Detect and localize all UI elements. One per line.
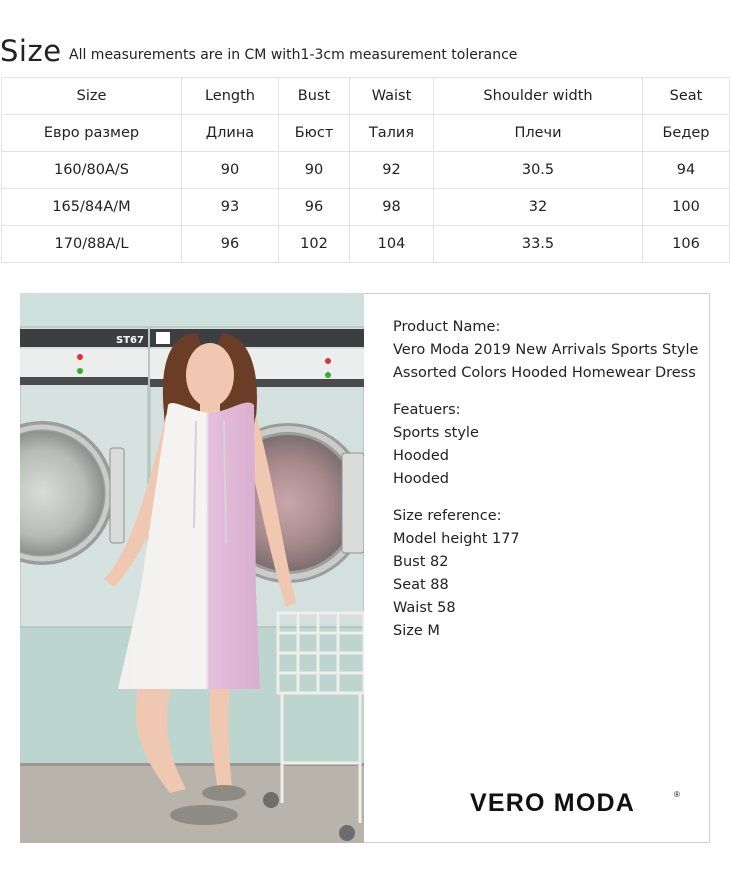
table-header-cell: Bust	[279, 78, 350, 115]
table-row	[2, 189, 730, 226]
size-reference-item: Size M	[393, 623, 440, 639]
table-cell: 106	[643, 226, 730, 263]
table-header-row-ru	[2, 115, 730, 152]
table-cell: 92	[350, 152, 434, 189]
table-header-cell: Талия	[350, 115, 434, 152]
size-reference-heading: Size reference:	[393, 508, 502, 524]
table-header-cell: Length	[182, 78, 279, 115]
brand-name: VERO MODA	[470, 789, 635, 817]
product-info-box	[364, 293, 710, 843]
table-cell: 170/88A/L	[2, 226, 182, 263]
product-photo	[20, 293, 364, 843]
trademark-symbol: ®	[674, 790, 680, 799]
product-name-line: Assorted Colors Hooded Homewear Dress	[393, 365, 696, 381]
machine-label: ST67	[116, 335, 144, 346]
size-reference-item: Waist 58	[393, 600, 456, 616]
measurement-note: All measurements are in CM with1-3cm measurement tolerance	[69, 47, 518, 63]
table-cell: 94	[643, 152, 730, 189]
table-header-cell: Size	[2, 78, 182, 115]
table-cell: 93	[182, 189, 279, 226]
table-header-cell: Евро размер	[2, 115, 182, 152]
feature-item: Hooded	[393, 448, 449, 464]
product-panel	[20, 293, 710, 843]
table-header-cell: Плечи	[434, 115, 643, 152]
features-heading: Featuers:	[393, 402, 461, 418]
table-header-cell: Бедер	[643, 115, 730, 152]
table-row	[2, 152, 730, 189]
table-header-cell: Длина	[182, 115, 279, 152]
table-header-cell: Seat	[643, 78, 730, 115]
table-cell: 165/84A/M	[2, 189, 182, 226]
table-cell: 96	[279, 189, 350, 226]
product-name-heading: Product Name:	[393, 319, 501, 335]
feature-item: Hooded	[393, 471, 449, 487]
table-cell: 90	[279, 152, 350, 189]
table-header-cell: Waist	[350, 78, 434, 115]
size-reference-item: Model height 177	[393, 531, 520, 547]
table-cell: 104	[350, 226, 434, 263]
table-header-cell: Shoulder width	[434, 78, 643, 115]
table-cell: 160/80A/S	[2, 152, 182, 189]
size-reference-item: Bust 82	[393, 554, 449, 570]
size-reference-item: Seat 88	[393, 577, 449, 593]
product-details	[393, 316, 698, 643]
table-header-row-en	[2, 78, 730, 115]
vero-moda-logo	[470, 785, 690, 819]
table-cell: 30.5	[434, 152, 643, 189]
table-cell: 90	[182, 152, 279, 189]
table-cell: 102	[279, 226, 350, 263]
feature-item: Sports style	[393, 425, 479, 441]
table-header-cell: Бюст	[279, 115, 350, 152]
table-row	[2, 226, 730, 263]
size-title: Size	[0, 34, 62, 68]
table-cell: 100	[643, 189, 730, 226]
size-header	[0, 32, 730, 72]
table-cell: 32	[434, 189, 643, 226]
table-cell: 96	[182, 226, 279, 263]
size-table	[1, 77, 730, 263]
product-name-line: Vero Moda 2019 New Arrivals Sports Style	[393, 342, 699, 358]
table-cell: 33.5	[434, 226, 643, 263]
table-cell: 98	[350, 189, 434, 226]
